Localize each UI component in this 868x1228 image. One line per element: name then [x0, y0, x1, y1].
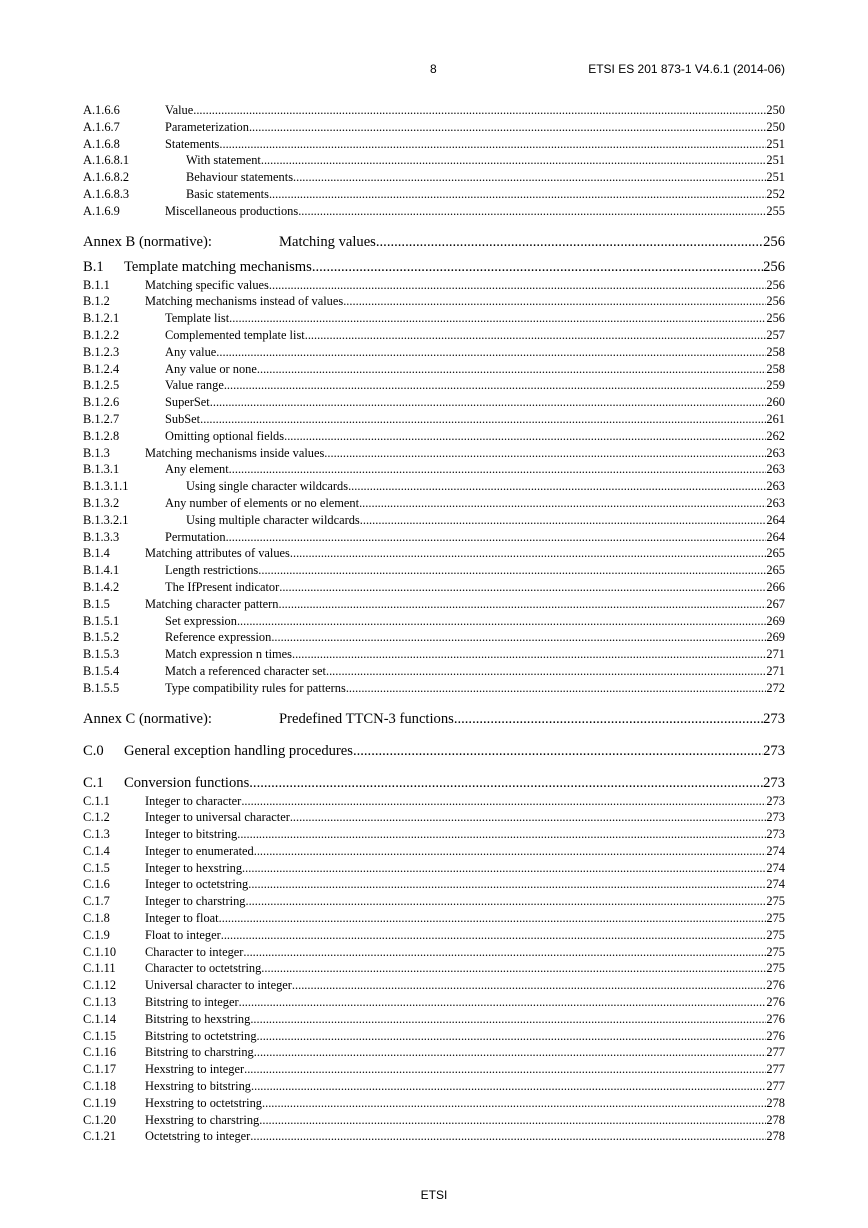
entry-title: Matching mechanisms instead of values	[145, 294, 344, 309]
entry-page: 264	[766, 529, 785, 544]
entry-page: 276	[766, 1011, 785, 1026]
toc-entry[interactable]	[83, 344, 785, 361]
toc-entry[interactable]	[83, 843, 785, 860]
toc-entry[interactable]	[83, 327, 785, 344]
entry-page: 263	[766, 495, 785, 510]
entry-page: 276	[766, 995, 785, 1010]
entry-title: Character to integer	[145, 944, 244, 959]
entry-title: Hexstring to integer	[145, 1062, 245, 1077]
toc-entry[interactable]	[83, 596, 785, 613]
entry-number: A.1.6.6	[83, 103, 120, 117]
entry-number: B.1.2.3	[83, 344, 120, 359]
entry-title: Hexstring to charstring	[145, 1112, 260, 1127]
toc-entry[interactable]	[83, 629, 785, 646]
entry-number: C.1.13	[83, 995, 117, 1010]
toc-entry[interactable]	[83, 495, 785, 512]
entry-page: 263	[766, 462, 785, 477]
entry-title: Matching specific values	[145, 277, 269, 292]
toc-entry[interactable]	[83, 411, 785, 428]
entry-page: 259	[766, 378, 785, 393]
toc-entry[interactable]	[83, 478, 785, 495]
entry-page: 260	[766, 395, 785, 410]
entry-number: B.1.2.6	[83, 395, 120, 410]
annex-b-entries	[83, 277, 785, 697]
annex-a-entries	[83, 102, 785, 220]
entry-title: Integer to bitstring	[145, 827, 238, 842]
entry-page: 250	[766, 119, 785, 134]
entry-page: 269	[766, 630, 785, 645]
toc-annex-b[interactable]	[83, 232, 785, 252]
entry-page: 277	[766, 1045, 785, 1060]
leader-dots	[243, 944, 766, 961]
toc-clause-c0[interactable]	[83, 741, 785, 761]
entry-page: 273	[766, 810, 785, 825]
entry-title: Miscellaneous productions	[165, 203, 299, 218]
entry-number: C.1.11	[83, 961, 116, 976]
clause-page: 256	[763, 258, 785, 275]
entry-page: 275	[766, 927, 785, 942]
leader-dots	[271, 629, 766, 646]
toc-entry[interactable]	[83, 809, 785, 826]
entry-page: 274	[766, 843, 785, 858]
entry-number: C.1.7	[83, 894, 110, 909]
entry-page: 273	[766, 793, 785, 808]
entry-title: Using multiple character wildcards	[186, 512, 360, 527]
toc-entry[interactable]	[83, 579, 785, 596]
entry-title: SuperSet	[165, 395, 210, 410]
entry-title: Matching character pattern	[145, 596, 279, 611]
entry-number: B.1.3.1.1	[83, 479, 129, 494]
toc-entry[interactable]	[83, 1128, 785, 1145]
leader-dots	[261, 152, 767, 169]
entry-number: B.1.2	[83, 294, 110, 309]
entry-page: 267	[766, 596, 785, 611]
toc-entry[interactable]	[83, 152, 785, 169]
leader-dots	[292, 977, 767, 994]
entry-number: B.1.2.7	[83, 411, 120, 426]
leader-dots	[239, 994, 767, 1011]
leader-dots	[324, 445, 766, 462]
toc-clause-b1[interactable]	[83, 257, 785, 277]
entry-title: SubSet	[165, 411, 201, 426]
leader-dots	[219, 136, 766, 153]
toc-entry[interactable]	[83, 680, 785, 697]
entry-number: C.1.14	[83, 1011, 117, 1026]
entry-title: Template list	[165, 311, 230, 326]
toc-entry[interactable]	[83, 994, 785, 1011]
clause-title: Conversion functions	[124, 774, 250, 791]
leader-dots	[229, 461, 767, 478]
leader-dots	[259, 1112, 766, 1129]
entry-title: Type compatibility rules for patterns	[165, 680, 346, 695]
leader-dots	[249, 119, 766, 136]
leader-dots	[292, 646, 766, 663]
entry-page: 262	[766, 428, 785, 443]
leader-dots	[284, 428, 766, 445]
leader-dots	[454, 709, 763, 729]
entry-page: 264	[766, 512, 785, 527]
entry-page: 256	[766, 311, 785, 326]
entry-number: C.1.16	[83, 1045, 117, 1060]
entry-title: Parameterization	[165, 119, 249, 134]
leader-dots	[245, 893, 766, 910]
leader-dots	[249, 773, 763, 793]
entry-page: 276	[766, 978, 785, 993]
toc-entry[interactable]	[83, 613, 785, 630]
entry-number: B.1.4.1	[83, 563, 120, 578]
entry-title: Bitstring to octetstring	[145, 1028, 257, 1043]
entry-number: B.1.5.2	[83, 630, 120, 645]
toc-entry[interactable]	[83, 310, 785, 327]
leader-dots	[254, 843, 767, 860]
entry-number: C.1.17	[83, 1062, 117, 1077]
toc-entry[interactable]	[83, 545, 785, 562]
entry-number: C.1.19	[83, 1095, 117, 1110]
leader-dots	[269, 277, 767, 294]
toc-entry[interactable]	[83, 1078, 785, 1095]
annex-label: Annex C (normative):	[83, 710, 212, 727]
leader-dots	[216, 344, 766, 361]
entry-title: Integer to hexstring	[145, 860, 243, 875]
entry-number: B.1.3	[83, 445, 110, 460]
entry-title: Value	[165, 103, 194, 117]
leader-dots	[226, 529, 767, 546]
toc-entry[interactable]	[83, 876, 785, 893]
leader-dots	[293, 169, 766, 186]
toc-entry[interactable]	[83, 445, 785, 462]
entry-page: 271	[766, 647, 785, 662]
entry-page: 263	[766, 445, 785, 460]
toc-entry[interactable]	[83, 562, 785, 579]
annex-title: Matching values	[279, 233, 376, 250]
entry-page: 272	[766, 680, 785, 695]
annex-page: 273	[763, 710, 785, 727]
entry-title: Character to octetstring	[145, 961, 262, 976]
clause-page: 273	[763, 742, 785, 759]
leader-dots	[244, 1061, 766, 1078]
entry-title: Bitstring to integer	[145, 995, 239, 1010]
leader-dots	[221, 927, 767, 944]
entry-number: B.1.5.4	[83, 663, 120, 678]
toc-entry[interactable]	[83, 826, 785, 843]
entry-title: Integer to float	[145, 911, 219, 926]
entry-number: C.1.10	[83, 944, 117, 959]
entry-title: Value range	[165, 378, 224, 393]
annex-c-entries	[83, 793, 785, 1146]
toc-entry[interactable]	[83, 927, 785, 944]
entry-number: B.1.4	[83, 546, 110, 561]
entry-number: C.1.2	[83, 810, 110, 825]
clause-page: 273	[763, 774, 785, 791]
entry-title: Bitstring to hexstring	[145, 1011, 251, 1026]
entry-page: 261	[766, 411, 785, 426]
entry-number: C.1.6	[83, 877, 110, 892]
leader-dots	[261, 960, 766, 977]
clause-title: Template matching mechanisms	[124, 258, 312, 275]
toc-entry[interactable]	[83, 119, 785, 136]
entry-number: A.1.6.8.2	[83, 170, 130, 185]
entry-title: Behaviour statements	[186, 170, 294, 185]
toc-entry[interactable]	[83, 1061, 785, 1078]
entry-page: 275	[766, 961, 785, 976]
entry-page: 275	[766, 911, 785, 926]
entry-title: Statements	[165, 136, 220, 151]
entry-page: 273	[766, 827, 785, 842]
toc-entry[interactable]	[83, 293, 785, 310]
leader-dots	[290, 545, 767, 562]
clause-number: C.0	[83, 742, 104, 759]
toc-entry[interactable]	[83, 277, 785, 294]
entry-title: The IfPresent indicator	[165, 579, 280, 594]
entry-number: B.1.4.2	[83, 579, 120, 594]
annex-label: Annex B (normative):	[83, 233, 212, 250]
toc-entry[interactable]	[83, 461, 785, 478]
entry-number: C.1.12	[83, 978, 117, 993]
entry-title: Omitting optional fields	[165, 428, 285, 443]
header-document-id: ETSI ES 201 873-1 V4.6.1 (2014-06)	[588, 62, 785, 76]
clause-number: B.1	[83, 258, 104, 275]
entry-title: Any value	[165, 344, 217, 359]
leader-dots	[326, 663, 766, 680]
leader-dots	[343, 293, 766, 310]
entry-page: 251	[766, 153, 785, 168]
entry-number: C.1.9	[83, 927, 110, 942]
entry-title: Bitstring to charstring	[145, 1045, 254, 1060]
entry-title: Permutation	[165, 529, 226, 544]
entry-page: 266	[766, 579, 785, 594]
toc-entry[interactable]	[83, 893, 785, 910]
leader-dots	[237, 826, 766, 843]
entry-title: Length restrictions	[165, 563, 259, 578]
leader-dots	[250, 1011, 766, 1028]
entry-title: Integer to octetstring	[145, 877, 249, 892]
entry-page: 257	[766, 327, 785, 342]
footer-etsi: ETSI	[420, 1188, 448, 1202]
entry-number: B.1.1	[83, 277, 110, 292]
entry-title: Integer to enumerated	[145, 843, 254, 858]
entry-title: Reference expression	[165, 630, 272, 645]
entry-title: Complemented template list	[165, 327, 305, 342]
toc-entry[interactable]	[83, 512, 785, 529]
toc-entry[interactable]	[83, 663, 785, 680]
entry-title: Basic statements	[186, 186, 269, 201]
toc-entry[interactable]	[83, 1095, 785, 1112]
toc-entry[interactable]	[83, 136, 785, 153]
leader-dots	[257, 1028, 767, 1045]
leader-dots	[305, 327, 767, 344]
entry-number: B.1.3.3	[83, 529, 120, 544]
entry-title: Match expression n times	[165, 647, 292, 662]
leader-dots	[346, 680, 767, 697]
leader-dots	[242, 860, 766, 877]
toc-entry[interactable]	[83, 1044, 785, 1061]
leader-dots	[269, 186, 766, 203]
entry-title: Match a referenced character set	[165, 663, 326, 678]
entry-page: 274	[766, 877, 785, 892]
entry-number: B.1.2.8	[83, 428, 120, 443]
entry-number: C.1.15	[83, 1028, 117, 1043]
leader-dots	[348, 478, 766, 495]
entry-number: B.1.2.2	[83, 327, 120, 342]
clause-number: C.1	[83, 774, 104, 791]
leader-dots	[360, 512, 767, 529]
entry-number: B.1.5.5	[83, 680, 120, 695]
leader-dots	[219, 910, 767, 927]
entry-page: 271	[766, 663, 785, 678]
entry-number: B.1.5.3	[83, 647, 120, 662]
entry-title: Any number of elements or no element	[165, 495, 360, 510]
leader-dots	[353, 741, 763, 761]
table-of-contents	[83, 102, 785, 1145]
entry-title: Hexstring to octetstring	[145, 1095, 263, 1110]
leader-dots	[290, 809, 767, 826]
toc-entry[interactable]	[83, 860, 785, 877]
toc-entry[interactable]	[83, 377, 785, 394]
entry-page: 256	[766, 277, 785, 292]
toc-entry[interactable]	[83, 910, 785, 927]
entry-number: B.1.5	[83, 596, 110, 611]
entry-page: 252	[766, 186, 785, 201]
entry-title: Octetstring to integer	[145, 1129, 251, 1144]
toc-entry[interactable]	[83, 1112, 785, 1129]
leader-dots	[229, 310, 766, 327]
toc-entry[interactable]	[83, 394, 785, 411]
entry-title: With statement	[186, 153, 261, 168]
leader-dots	[250, 1128, 766, 1145]
leader-dots	[241, 793, 766, 810]
entry-number: C.1.1	[83, 793, 110, 808]
toc-entry[interactable]	[83, 361, 785, 378]
toc-entry[interactable]	[83, 1011, 785, 1028]
entry-title: Matching mechanisms inside values	[145, 445, 325, 460]
entry-number: C.1.5	[83, 860, 110, 875]
entry-page: 269	[766, 613, 785, 628]
leader-dots	[312, 257, 763, 277]
entry-page: 265	[766, 563, 785, 578]
entry-number: B.1.5.1	[83, 613, 120, 628]
leader-dots	[258, 562, 766, 579]
toc-entry[interactable]	[83, 169, 785, 186]
leader-dots	[262, 1095, 766, 1112]
toc-entry[interactable]	[83, 102, 785, 119]
leader-dots	[254, 1044, 767, 1061]
entry-title: Integer to charstring	[145, 894, 246, 909]
entry-title: Matching attributes of values	[145, 546, 290, 561]
entry-page: 277	[766, 1062, 785, 1077]
clause-title: General exception handling procedures	[124, 742, 353, 759]
leader-dots	[210, 394, 767, 411]
entry-page: 251	[766, 136, 785, 151]
entry-number: C.1.8	[83, 911, 110, 926]
leader-dots	[248, 876, 766, 893]
entry-title: Integer to character	[145, 793, 242, 808]
entry-page: 250	[766, 103, 785, 117]
toc-entry[interactable]	[83, 529, 785, 546]
toc-entry[interactable]	[83, 646, 785, 663]
entry-number: A.1.6.8.3	[83, 186, 130, 201]
entry-title: Any value or none	[165, 361, 257, 376]
entry-page: 275	[766, 894, 785, 909]
entry-title: Integer to universal character	[145, 810, 290, 825]
leader-dots	[257, 361, 767, 378]
entry-title: Any element	[165, 462, 229, 477]
entry-number: C.1.18	[83, 1079, 117, 1094]
leader-dots	[279, 579, 766, 596]
entry-page: 251	[766, 170, 785, 185]
leader-dots	[298, 203, 766, 220]
leader-dots	[278, 596, 766, 613]
entry-title: Float to integer	[145, 927, 221, 942]
toc-annex-c[interactable]	[83, 709, 785, 729]
leader-dots	[200, 411, 766, 428]
toc-entry[interactable]	[83, 960, 785, 977]
entry-number: B.1.2.1	[83, 311, 120, 326]
entry-page: 265	[766, 546, 785, 561]
entry-number: A.1.6.8	[83, 136, 120, 151]
entry-number: C.1.3	[83, 827, 110, 842]
entry-page: 255	[766, 203, 785, 218]
entry-page: 258	[766, 361, 785, 376]
entry-page: 278	[766, 1095, 785, 1110]
entry-number: C.1.21	[83, 1129, 117, 1144]
entry-page: 278	[766, 1129, 785, 1144]
entry-page: 274	[766, 860, 785, 875]
leader-dots	[251, 1078, 766, 1095]
entry-title: Using single character wildcards	[186, 479, 349, 494]
leader-dots	[224, 377, 767, 394]
entry-title: Universal character to integer	[145, 978, 292, 993]
entry-title: Hexstring to bitstring	[145, 1079, 252, 1094]
toc-entry[interactable]	[83, 186, 785, 203]
entry-number: B.1.2.5	[83, 378, 120, 393]
entry-page: 277	[766, 1079, 785, 1094]
annex-title: Predefined TTCN-3 functions	[279, 710, 454, 727]
entry-page: 278	[766, 1112, 785, 1127]
entry-page: 263	[766, 479, 785, 494]
entry-number: B.1.3.1	[83, 462, 120, 477]
leader-dots	[237, 613, 766, 630]
entry-number: B.1.3.2.1	[83, 512, 129, 527]
header-page-number: 8	[430, 62, 437, 76]
entry-number: C.1.20	[83, 1112, 117, 1127]
leader-dots	[376, 232, 763, 252]
toc-entry[interactable]	[83, 203, 785, 220]
annex-page: 256	[763, 233, 785, 250]
entry-number: A.1.6.7	[83, 119, 120, 134]
entry-page: 258	[766, 344, 785, 359]
leader-dots	[359, 495, 766, 512]
toc-entry[interactable]	[83, 977, 785, 994]
entry-number: B.1.2.4	[83, 361, 120, 376]
entry-page: 276	[766, 1028, 785, 1043]
toc-entry[interactable]	[83, 944, 785, 961]
toc-entry[interactable]	[83, 428, 785, 445]
leader-dots	[193, 102, 766, 119]
entry-title: Set expression	[165, 613, 237, 628]
entry-number: B.1.3.2	[83, 495, 120, 510]
entry-page: 275	[766, 944, 785, 959]
toc-entry[interactable]	[83, 793, 785, 810]
entry-number: A.1.6.8.1	[83, 153, 130, 168]
entry-number: C.1.4	[83, 843, 110, 858]
entry-page: 256	[766, 294, 785, 309]
toc-entry[interactable]	[83, 1028, 785, 1045]
entry-number: A.1.6.9	[83, 203, 120, 218]
toc-clause-c1[interactable]	[83, 773, 785, 793]
